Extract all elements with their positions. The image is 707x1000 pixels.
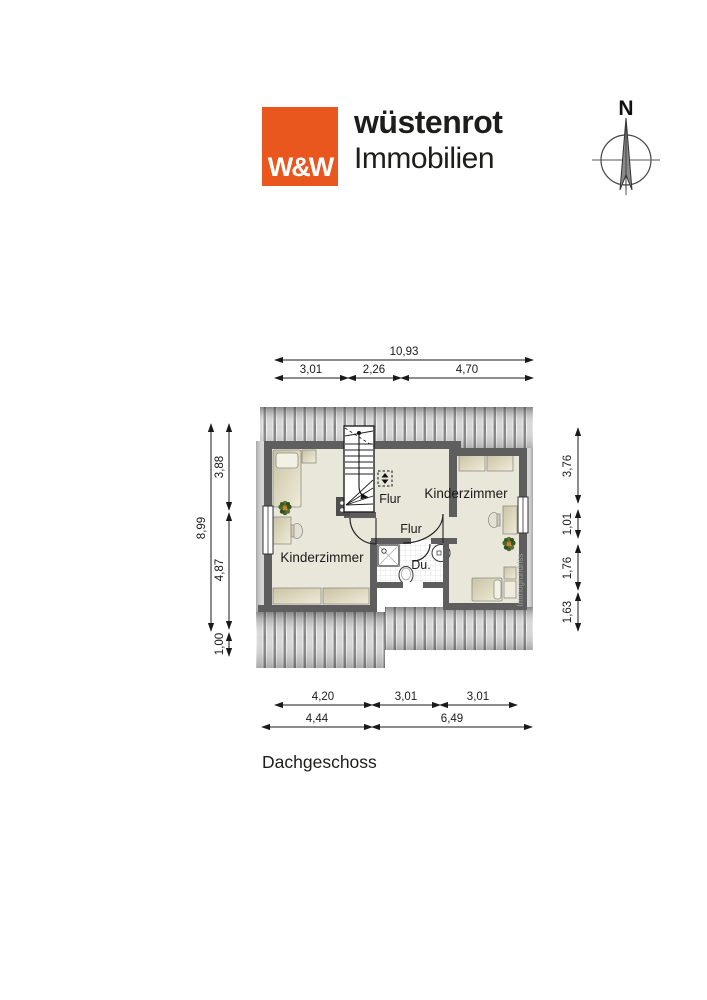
plant-icon: [278, 501, 291, 515]
chair-back: [497, 514, 500, 526]
dim-top-seg3: 4,70: [455, 364, 479, 376]
desk: [273, 517, 291, 544]
cabinet: [487, 455, 513, 471]
dim-bottom-r1s2: 3,01: [394, 691, 418, 703]
room-label-dusche: Du.: [411, 558, 431, 572]
dim-right-seg2: 1,01: [562, 512, 574, 536]
threshold: [403, 582, 423, 588]
sideboard: [323, 588, 369, 604]
dim-bottom-r1s3: 3,01: [466, 691, 490, 703]
room-label-kinderzimmer-right: Kinderzimmer: [424, 486, 508, 501]
toilet-bowl: [402, 568, 411, 580]
dim-bottom-r2s1: 4,44: [305, 713, 329, 725]
floor-landing: [377, 588, 443, 607]
sideboard: [273, 588, 321, 604]
shower-drain: [382, 549, 386, 553]
floor-plan-title: Dachgeschoss: [262, 752, 377, 772]
staircase: [344, 426, 374, 512]
dim-right-seg4: 1,63: [562, 600, 574, 624]
dim-left-seg1: 3,88: [214, 455, 226, 479]
plant-icon: [502, 537, 515, 551]
chimney-dot: [340, 501, 344, 505]
nightstand: [504, 567, 516, 579]
nightstand: [302, 450, 316, 463]
room-label-kinderzimmer-left: Kinderzimmer: [280, 550, 364, 565]
brand-division: Immobilien: [354, 142, 495, 175]
pillow: [494, 580, 501, 599]
dim-bottom-r2s2: 6,49: [440, 713, 464, 725]
watermark: Immogrundriss: [516, 553, 525, 607]
dim-top-seg1: 3,01: [299, 364, 323, 376]
desk: [503, 506, 517, 534]
dim-left-seg2: 4,87: [214, 558, 226, 582]
chair-back: [291, 525, 294, 537]
dim-left-seg3: 1,00: [214, 632, 226, 656]
pillow: [276, 453, 298, 468]
dim-top-total: 10,93: [389, 346, 419, 358]
brand-monogram: W&W: [267, 152, 333, 182]
chimney-dot: [340, 508, 344, 512]
room-label-flur-upper: Flur: [379, 492, 401, 506]
seat: [504, 581, 516, 598]
brand-name: wüstenrot: [354, 104, 503, 140]
room-label-flur-lower: Flur: [400, 522, 422, 536]
dim-bottom-r1s1: 4,20: [311, 691, 335, 703]
dim-right-seg1: 3,76: [562, 454, 574, 478]
cabinet: [459, 455, 485, 471]
dim-top-seg2: 2,26: [362, 364, 386, 376]
washbasin-tap: [437, 551, 441, 555]
dim-left-total: 8,99: [196, 516, 208, 540]
compass-north-label: N: [618, 97, 634, 120]
dim-right-seg3: 1,76: [562, 556, 574, 580]
